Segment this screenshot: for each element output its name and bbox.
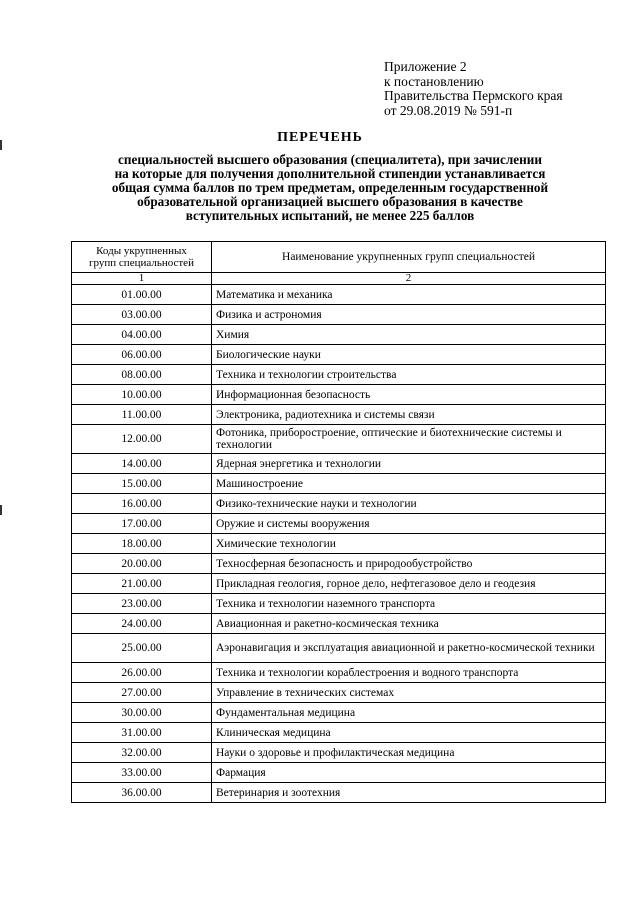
- column-number-row: [72, 273, 606, 285]
- table-row: [72, 474, 606, 494]
- specialty-name: Оружие и системы вооружения: [212, 514, 606, 534]
- specialty-code: 17.00.00: [72, 514, 212, 534]
- appendix-line: Правительства Пермского края: [384, 88, 563, 103]
- table-row: [72, 554, 606, 574]
- table-row: [72, 614, 606, 634]
- specialty-name: Фотоника, приборостроение, оптические и биотехнические системы и технологии: [212, 425, 606, 454]
- table-row: [72, 663, 606, 683]
- appendix-line: Приложение 2: [384, 59, 467, 74]
- specialty-code: 14.00.00: [72, 454, 212, 474]
- table-row: [72, 365, 606, 385]
- table-row: [72, 405, 606, 425]
- specialty-code: 16.00.00: [72, 494, 212, 514]
- header-names: Наименование укрупненных групп специальностей: [212, 242, 606, 273]
- specialty-code: 23.00.00: [72, 594, 212, 614]
- specialty-code: 31.00.00: [72, 723, 212, 743]
- specialty-code: 30.00.00: [72, 703, 212, 723]
- table-row: [72, 783, 606, 803]
- specialty-name: Фармация: [212, 763, 606, 783]
- column-number: 1: [72, 273, 212, 285]
- specialty-code: 24.00.00: [72, 614, 212, 634]
- specialty-code: 15.00.00: [72, 474, 212, 494]
- specialty-name: Химические технологии: [212, 534, 606, 554]
- header-codes-line: Коды укрупненных: [96, 245, 187, 257]
- table-body: [72, 285, 606, 803]
- table-header-row: [72, 242, 606, 273]
- specialty-code: 33.00.00: [72, 763, 212, 783]
- table-row: [72, 634, 606, 663]
- subtitle-line: общая сумма баллов по трем предметам, определенным государственной: [111, 180, 549, 195]
- table-row: [72, 743, 606, 763]
- appendix-line: к постановлению: [384, 73, 484, 89]
- specialty-name: Физика и астрономия: [212, 305, 606, 325]
- table-row: [72, 385, 606, 405]
- specialty-name: Науки о здоровье и профилактическая медицина: [212, 743, 606, 763]
- specialty-name: Техника и технологии кораблестроения и водного транспорта: [212, 663, 606, 683]
- specialty-name: Техносферная безопасность и природообустройство: [212, 554, 606, 574]
- specialty-code: 11.00.00: [72, 405, 212, 425]
- margin-mark: [0, 505, 2, 515]
- specialty-code: 27.00.00: [72, 683, 212, 703]
- table-row: [72, 345, 606, 365]
- appendix-block: [384, 60, 563, 118]
- document-subtitle: [60, 153, 600, 223]
- specialty-code: 20.00.00: [72, 554, 212, 574]
- table-row: [72, 514, 606, 534]
- subtitle-line: специальностей высшего образования (специалитета), при зачислении: [118, 152, 542, 167]
- table-row: [72, 763, 606, 783]
- specialty-code: 26.00.00: [72, 663, 212, 683]
- specialty-name: Химия: [212, 325, 606, 345]
- specialty-name: Физико-технические науки и технологии: [212, 494, 606, 514]
- specialty-code: 12.00.00: [72, 425, 212, 454]
- specialty-code: 06.00.00: [72, 345, 212, 365]
- specialty-code: 18.00.00: [72, 534, 212, 554]
- specialty-name: Электроника, радиотехника и системы связи: [212, 405, 606, 425]
- table-row: [72, 683, 606, 703]
- specialty-name: Клиническая медицина: [212, 723, 606, 743]
- specialty-name: Техника и технологии наземного транспорта: [212, 594, 606, 614]
- specialty-name: Информационная безопасность: [212, 385, 606, 405]
- specialty-table: [71, 241, 606, 803]
- table-row: [72, 454, 606, 474]
- table-row: [72, 703, 606, 723]
- table-row: [72, 534, 606, 554]
- column-number: 2: [212, 273, 606, 285]
- specialty-code: 21.00.00: [72, 574, 212, 594]
- specialty-name: Управление в технических системах: [212, 683, 606, 703]
- subtitle-line: на которые для получения дополнительной стипендии устанавливается: [114, 166, 546, 181]
- table-row: [72, 723, 606, 743]
- specialty-code: 10.00.00: [72, 385, 212, 405]
- specialty-name: Прикладная геология, горное дело, нефтегазовое дело и геодезия: [212, 574, 606, 594]
- table-row: [72, 574, 606, 594]
- specialty-name: Авиационная и ракетно-космическая техника: [212, 614, 606, 634]
- specialty-name: Техника и технологии строительства: [212, 365, 606, 385]
- table-row: [72, 425, 606, 454]
- specialty-code: 25.00.00: [72, 634, 212, 663]
- document-title: ПЕРЕЧЕНЬ: [277, 130, 363, 145]
- appendix-line: от 29.08.2019 № 591-п: [384, 102, 513, 118]
- specialty-code: 36.00.00: [72, 783, 212, 803]
- specialty-name: Ядерная энергетика и технологии: [212, 454, 606, 474]
- subtitle-line: образовательной организацией высшего образования в качестве: [137, 194, 523, 209]
- specialty-name: Ветеринария и зоотехния: [212, 783, 606, 803]
- table-row: [72, 494, 606, 514]
- specialty-name: Биологические науки: [212, 345, 606, 365]
- specialty-name: Математика и механика: [212, 285, 606, 305]
- table-row: [72, 325, 606, 345]
- specialty-code: 03.00.00: [72, 305, 212, 325]
- specialty-name: Фундаментальная медицина: [212, 703, 606, 723]
- table-row: [72, 594, 606, 614]
- table-row: [72, 305, 606, 325]
- subtitle-line: вступительных испытаний, не менее 225 баллов: [185, 208, 475, 223]
- specialty-name: Аэронавигация и эксплуатация авиационной и ракетно-космической техники: [212, 634, 606, 663]
- table-row: [72, 285, 606, 305]
- specialty-code: 01.00.00: [72, 285, 212, 305]
- header-codes: [72, 242, 212, 273]
- specialty-code: 32.00.00: [72, 743, 212, 763]
- specialty-name: Машиностроение: [212, 474, 606, 494]
- specialty-code: 04.00.00: [72, 325, 212, 345]
- header-codes-line: групп специальностей: [89, 257, 194, 269]
- specialty-code: 08.00.00: [72, 365, 212, 385]
